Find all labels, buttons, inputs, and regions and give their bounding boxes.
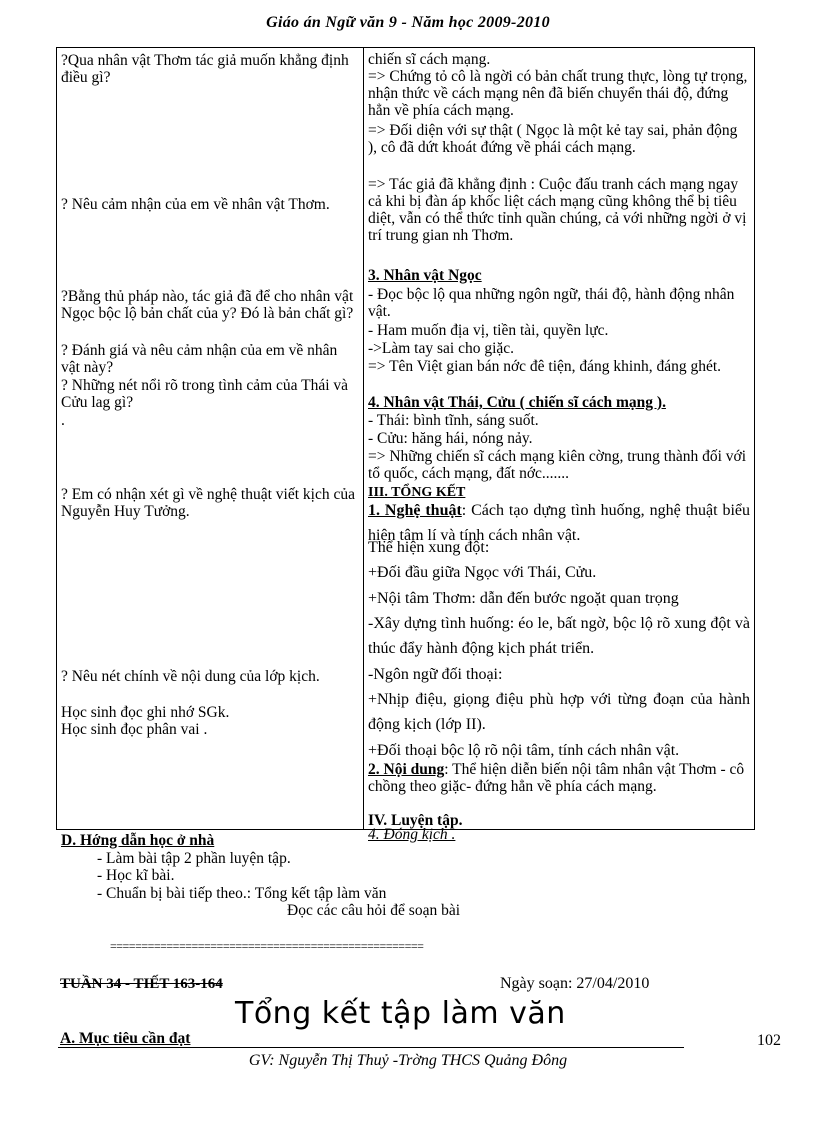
question: ? Em có nhận xét gì về nghệ thuật viết kịch của Nguyễn Huy Tưởng. — [61, 486, 355, 520]
answer-text: : Thể hiện diễn biến nội tâm nhân vật Thơm - cô chồng theo giặc- đứng hẳn về phía cách mạng. — [368, 761, 745, 795]
answer-text: => Những chiến sĩ cách mạng kiên cờng, trung thành đối với tổ quốc, cách mạng, đất nớc....... — [368, 448, 747, 482]
answer-text: +Đối thoại bộc lộ rõ nội tâm, tính cách nhân vật. — [368, 742, 680, 759]
divider-line: ================================================== — [110, 939, 424, 953]
answer-text: -Xây dựng tình huống: éo le, bất ngờ, bộc lộ rõ xung đột và thúc đẩy hành động kịch phát triển. — [368, 615, 750, 657]
section-heading: IV. Luyện tập. — [368, 812, 463, 829]
subsection-heading: 1. Nghệ thuật — [368, 502, 462, 519]
section-heading: 3. Nhân vật Ngọc — [368, 267, 482, 284]
question: ?Qua nhân vật Thơm tác giả muốn khẳng định điều gì? — [61, 52, 349, 86]
objective-heading: A. Mục tiêu cần đạt — [60, 1030, 191, 1047]
homework-item: - Học kĩ bài. — [97, 867, 175, 884]
answer-text-cut: 4. Đóng kịch . — [368, 826, 456, 843]
document-footer: GV: Nguyễn Thị Thuỷ -Trờng THCS Quảng Đông — [248, 1052, 568, 1069]
answer-text: => Đối diện với sự thật ( Ngọc là một kẻ tay sai, phản động ), cô đã dứt khoát đứng về phái cách mạng. — [368, 122, 738, 156]
section-heading: III. TỔNG KẾT — [368, 485, 466, 500]
question: Học sinh đọc phân vai . — [61, 721, 208, 738]
date-label: Ngày soạn: 27/04/2010 — [500, 975, 650, 992]
question: Học sinh đọc ghi nhớ SGk. — [61, 704, 230, 721]
question: ? Nêu nét chính về nội dung của lớp kịch. — [61, 668, 320, 685]
page-number: 102 — [757, 1032, 781, 1049]
answer-text: : Cách tạo dựng tình huống, nghệ thuật biểu hiện tâm lí và tính cách nhân vật. — [368, 502, 750, 544]
question: ?Bằng thủ pháp nào, tác giả đã để cho nhân vật Ngọc bộc lộ bản chất của y? Đó là bản chất gì? — [61, 288, 354, 322]
question: ? Nêu cảm nhận của em về nhân vật Thơm. — [61, 196, 330, 213]
week-label: TUẦN 34 - TIẾT 163-164 — [60, 976, 223, 992]
answer-text: => Tác giả đã khẳng định : Cuộc đấu tranh cách mạng ngay cả khi bị đàn áp khốc liệt cách mạng cũng không thể bị tiêu diệt, vẫn có thể thức tỉnh quần chúng, cả với những ngời ở vị trí trung gian nh Thơm. — [368, 176, 747, 244]
homework-section — [61, 832, 460, 920]
homework-item: Đọc các câu hỏi để soạn bài — [287, 902, 461, 919]
homework-title: D. Hớng dẫn học ở nhà — [61, 832, 215, 849]
footer-rule — [58, 1047, 684, 1048]
answer-text: -Ngôn ngữ đối thoại: — [368, 666, 503, 683]
answer-text: +Nội tâm Thơm: dẫn đến bước ngoặt quan trọng — [368, 590, 679, 607]
answer-text: - Thái: bình tĩnh, sáng suốt. — [368, 412, 539, 429]
document-header: Giáo án Ngữ văn 9 - Năm học 2009-2010 — [266, 14, 550, 31]
answer-text: - Cửu: hăng hái, nóng nảy. — [368, 430, 533, 447]
answer-text: => Tên Việt gian bán nớc đê tiện, đáng khinh, đáng ghét. — [368, 358, 722, 375]
answers-column — [364, 48, 756, 843]
answer-text: - Đọc bộc lộ qua những ngôn ngữ, thái độ, hành động nhân vật. — [368, 286, 735, 320]
question: . — [61, 412, 65, 429]
answer-text: - Ham muốn địa vị, tiền tài, quyền lực. — [368, 322, 609, 339]
question: ? Những nét nổi rõ trong tình cảm của Thái và Cửu lag gì? — [61, 377, 349, 411]
answer-text: ->Làm tay sai cho giặc. — [368, 340, 515, 357]
answer-text: Thể hiện xung đột: — [368, 539, 490, 556]
top-rule — [364, 47, 684, 48]
homework-item: - Chuẩn bị bài tiếp theo.: Tổng kết tập làm văn — [97, 884, 387, 902]
answer-paragraph — [368, 761, 750, 795]
answer-text: +Nhịp điệu, giọng điệu phù hợp với từng đoạn của hành động kịch (lớp II). — [368, 691, 750, 733]
question: ? Đánh giá và nêu cảm nhận của em về nhân vật này? — [61, 342, 338, 376]
lesson-title: Tổng kết tập làm văn — [235, 996, 566, 1031]
questions-column — [57, 48, 363, 829]
subsection-heading: 2. Nội dung — [368, 761, 445, 778]
answer-text: chiến sĩ cách mạng. — [368, 51, 491, 68]
answer-text: +Đối đầu giữa Ngọc với Thái, Cửu. — [368, 564, 597, 581]
answer-text: => Chứng tỏ cô là ngời có bản chất trung thực, lòng tự trọng, nhận thức về cách mạng nên đã biến chuyển thái độ, đứng hẳn về phía cách mạng. — [368, 68, 748, 119]
section-heading: 4. Nhân vật Thái, Cửu ( chiến sĩ cách mạng ). — [368, 394, 666, 411]
homework-item: - Làm bài tập 2 phần luyện tập. — [97, 849, 291, 867]
